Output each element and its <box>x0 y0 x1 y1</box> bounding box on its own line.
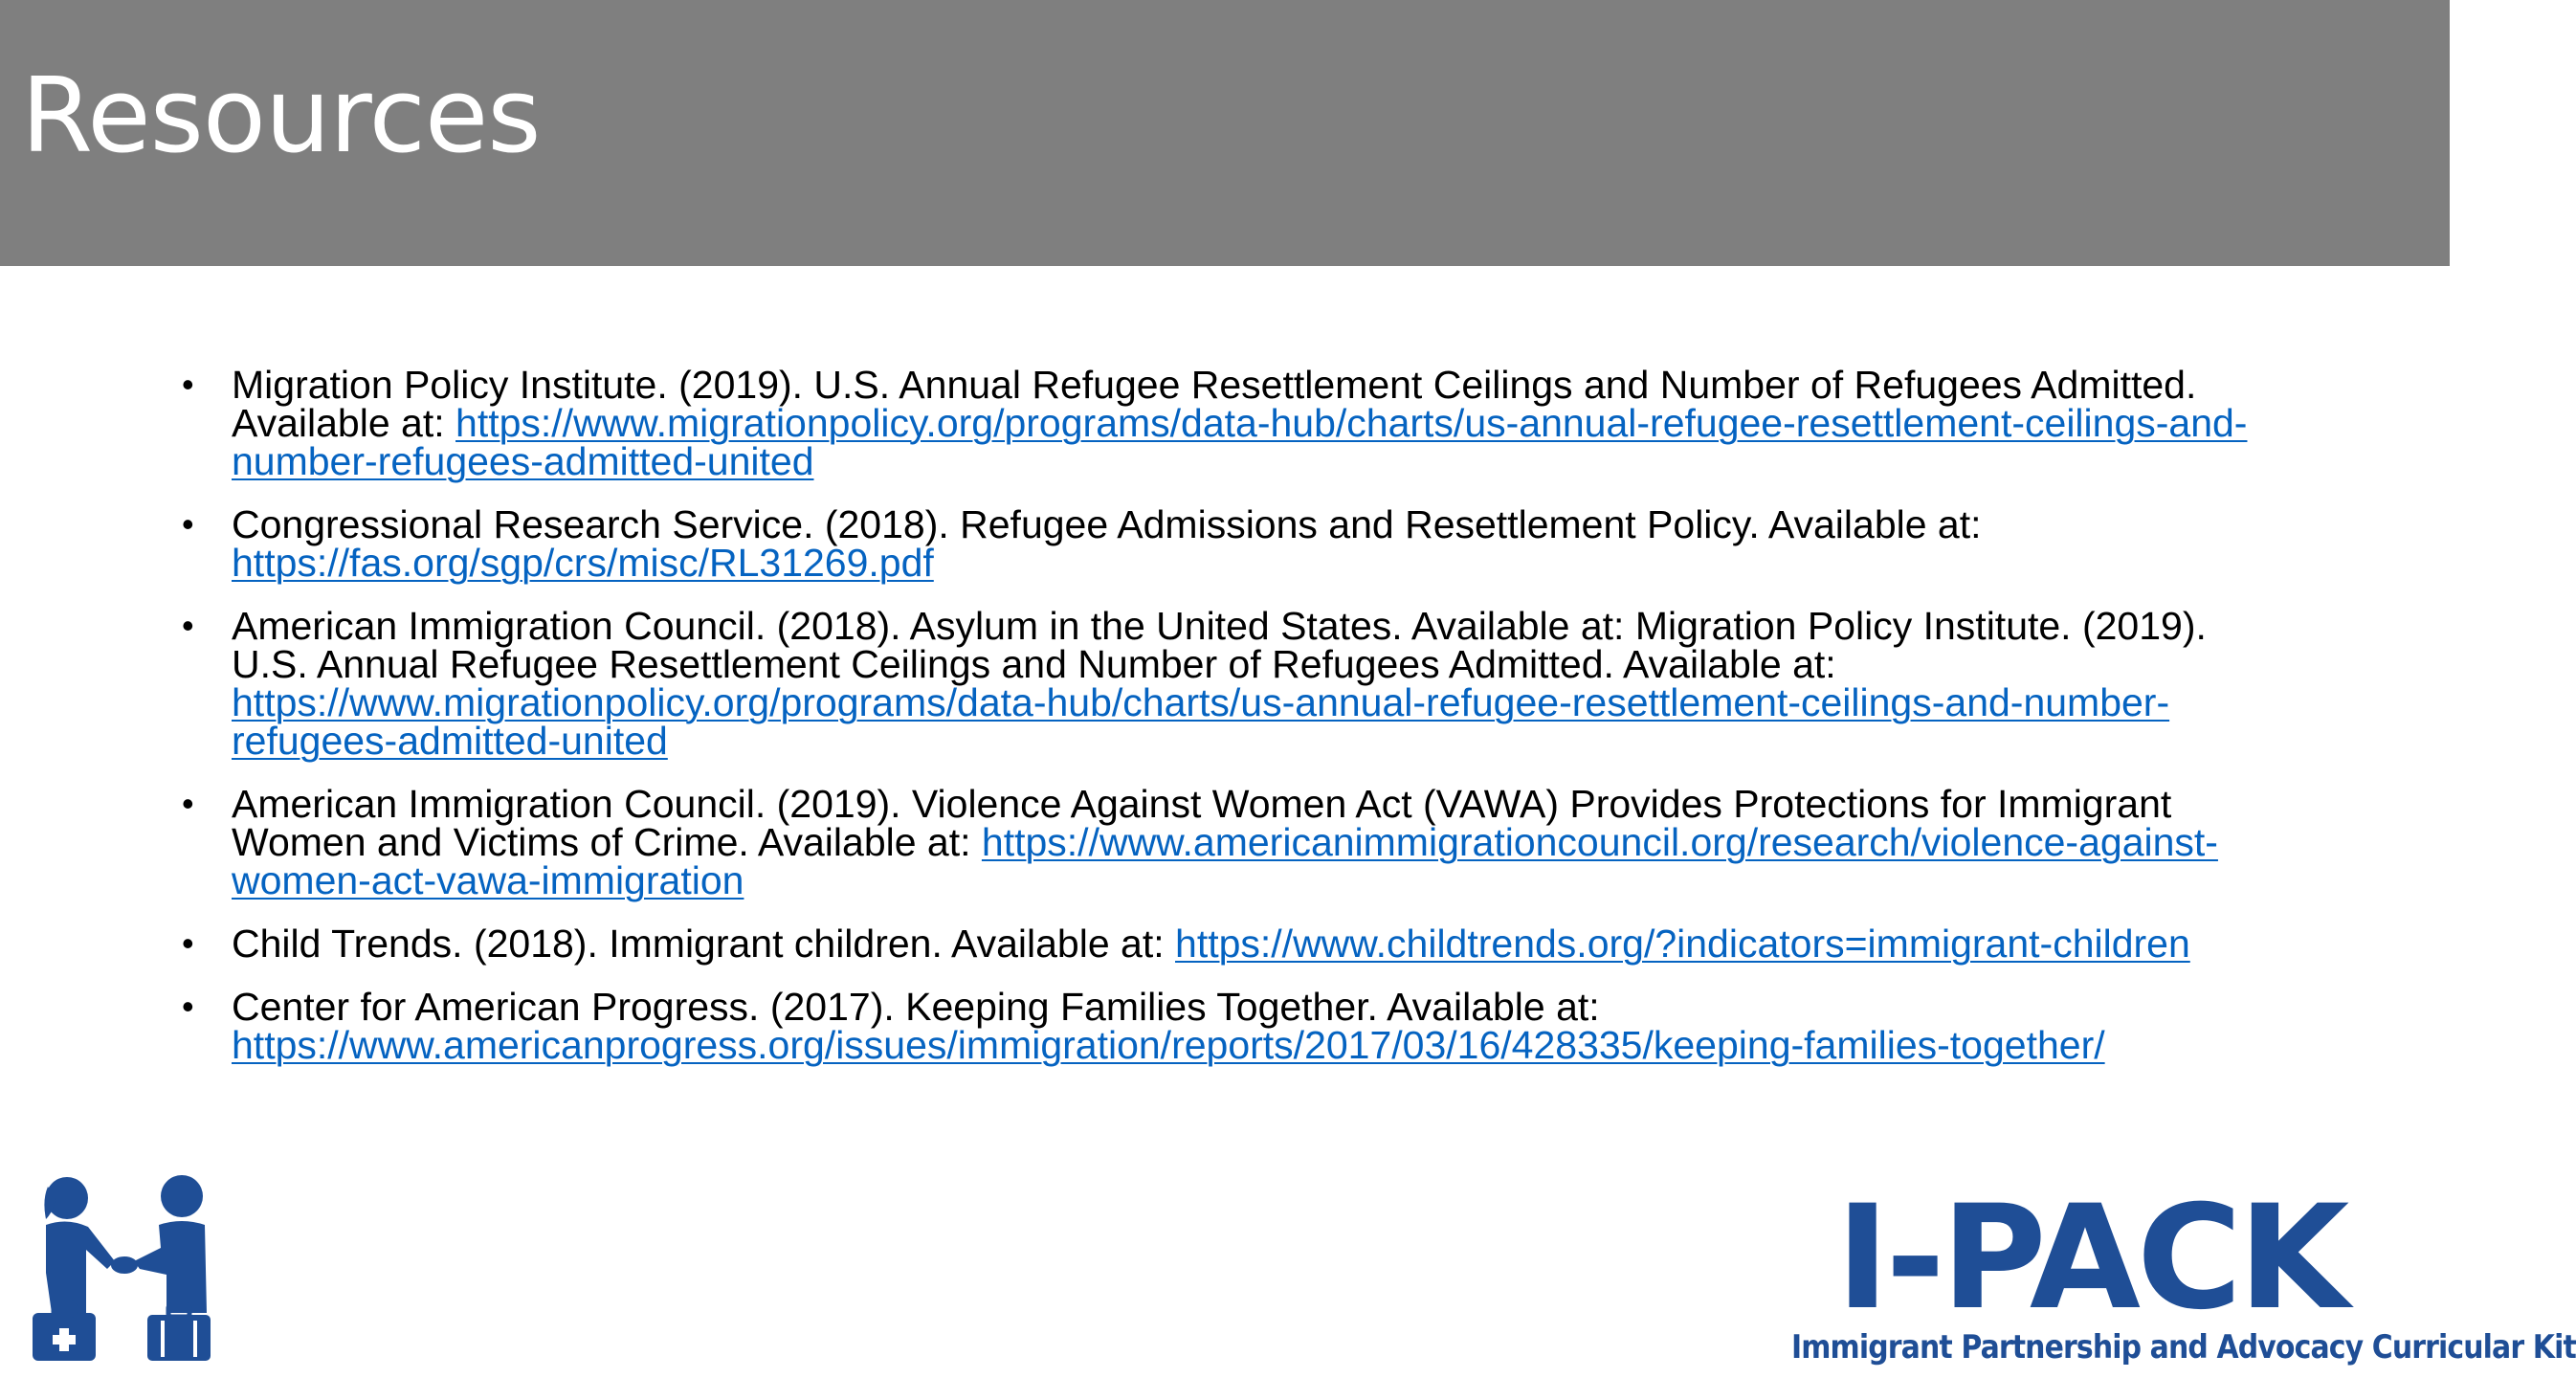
reference-item <box>182 604 2287 763</box>
reference-link[interactable]: https://www.americanprogress.org/issues/immigration/reports/2017/03/16/428335/keeping-families-together/ <box>232 1023 2105 1067</box>
logo-title: I-PACK <box>1835 1175 2346 1342</box>
ipack-logo <box>1780 1175 2576 1373</box>
title-bar <box>0 0 2450 266</box>
reference-list <box>182 363 2287 1089</box>
reference-text: Congressional Research Service. (2018). Refugee Admissions and Resettlement Policy. Available at: <box>232 502 1982 546</box>
reference-item <box>182 922 2287 966</box>
reference-link[interactable]: https://fas.org/sgp/crs/misc/RL31269.pdf <box>232 541 934 585</box>
reference-link[interactable]: https://www.migrationpolicy.org/programs/data-hub/charts/us-annual-refugee-resettlement-ceilings-and-number-refugees-admitted-united <box>232 680 2170 763</box>
reference-text: American Immigration Council. (2018). Asylum in the United States. Available at: Migration Policy Institute. (2019). U.S. Annual Refugee Resettlement Ceilings and Number of Refugees Admitted. Available at: <box>232 604 2207 686</box>
logo-subtitle: Immigrant Partnership and Advocacy Curricular Kit <box>1791 1328 2576 1367</box>
reference-item <box>182 985 2287 1067</box>
reference-text: Child Trends. (2018). Immigrant children. Available at: <box>232 922 1176 966</box>
reference-item <box>182 782 2287 902</box>
reference-item <box>182 502 2287 585</box>
reference-text: Center for American Progress. (2017). Keeping Families Together. Available at: <box>232 985 1600 1029</box>
reference-text: Migration Policy Institute. (2019). U.S. Annual Refugee Resettlement Ceilings and Number of Refugees Admitted. Available at: <box>232 363 2197 445</box>
doctor-and-traveler-handshake-icon <box>27 1169 218 1367</box>
reference-link[interactable]: https://www.childtrends.org/?indicators=immigrant-children <box>1175 922 2190 966</box>
reference-text: American Immigration Council. (2019). Violence Against Women Act (VAWA) Provides Protections for Immigrant Women and Victims of Crime. Available at: <box>232 782 2172 864</box>
reference-item <box>182 363 2287 483</box>
reference-link[interactable]: https://www.migrationpolicy.org/programs/data-hub/charts/us-annual-refugee-resettlement-ceilings-and-number-refugees-admitted-united <box>232 401 2248 483</box>
slide-title: Resources <box>21 56 541 176</box>
reference-link[interactable]: https://www.americanimmigrationcouncil.org/research/violence-against-women-act-vawa-immigration <box>232 820 2218 902</box>
